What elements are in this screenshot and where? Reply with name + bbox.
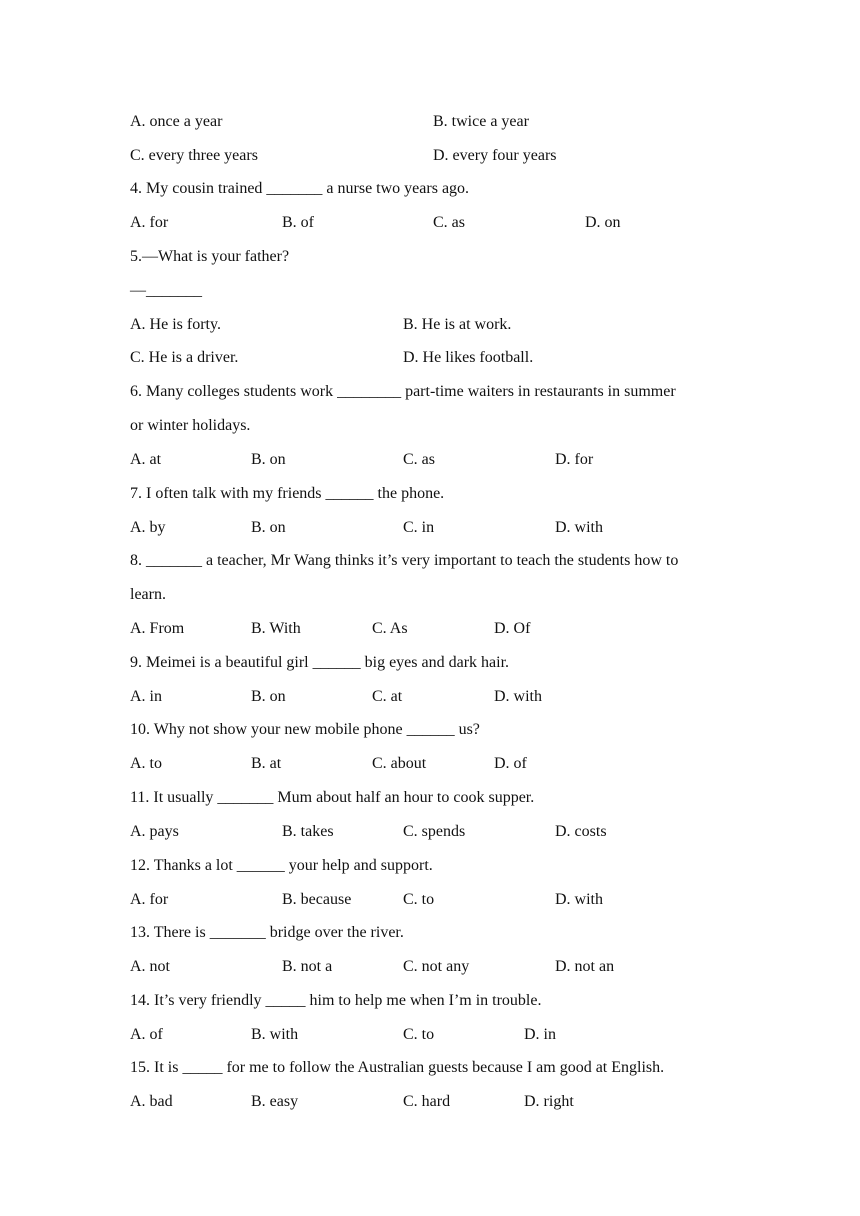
answer-option: B. on xyxy=(251,451,286,468)
answer-option: C. spends xyxy=(403,823,466,840)
answer-option: B. He is at work. xyxy=(403,316,512,333)
question-text: 6. Many colleges students work ________ part-time waiters in restaurants in summer xyxy=(130,383,676,400)
answer-option: B. of xyxy=(282,214,314,231)
question-text: 7. I often talk with my friends ______ the phone. xyxy=(130,485,445,502)
answer-option: A. for xyxy=(130,891,169,908)
answer-option: D. Of xyxy=(494,620,531,637)
answer-option: D. with xyxy=(555,519,603,536)
question-text: 13. There is _______ bridge over the river. xyxy=(130,924,404,941)
answer-option: B. on xyxy=(251,688,286,705)
answer-option: C. every three years xyxy=(130,147,258,164)
question-text: 12. Thanks a lot ______ your help and support. xyxy=(130,857,433,874)
answer-option: D. every four years xyxy=(433,147,557,164)
answer-option: C. at xyxy=(372,688,403,705)
question-text: 9. Meimei is a beautiful girl ______ big eyes and dark hair. xyxy=(130,654,510,671)
answer-option: A. in xyxy=(130,688,162,705)
answer-option: B. With xyxy=(251,620,301,637)
answer-option: B. on xyxy=(251,519,286,536)
answer-option: C. as xyxy=(403,451,435,468)
answer-option: D. with xyxy=(555,891,603,908)
answer-option: C. about xyxy=(372,755,427,772)
answer-option: A. to xyxy=(130,755,162,772)
question-text: 10. Why not show your new mobile phone ______ us? xyxy=(130,721,480,738)
question-text: 15. It is _____ for me to follow the Australian guests because I am good at English. xyxy=(130,1059,665,1076)
answer-option: A. pays xyxy=(130,823,179,840)
answer-option: C. As xyxy=(372,620,408,637)
answer-option: A. He is forty. xyxy=(130,316,221,333)
answer-option: D. not an xyxy=(555,958,615,975)
answer-option: C. as xyxy=(433,214,465,231)
answer-option: B. because xyxy=(282,891,352,908)
answer-option: C. hard xyxy=(403,1093,451,1110)
answer-option: B. not a xyxy=(282,958,333,975)
question-text: 4. My cousin trained _______ a nurse two years ago. xyxy=(130,180,470,197)
answer-option: A. by xyxy=(130,519,166,536)
answer-option: C. not any xyxy=(403,958,470,975)
answer-option: C. in xyxy=(403,519,435,536)
question-text: or winter holidays. xyxy=(130,417,251,434)
answer-option: A. at xyxy=(130,451,162,468)
question-text: 8. _______ a teacher, Mr Wang thinks it’s very important to teach the students how to xyxy=(130,552,679,569)
answer-option: D. in xyxy=(524,1026,556,1043)
answer-option: D. right xyxy=(524,1093,574,1110)
answer-option: B. easy xyxy=(251,1093,299,1110)
answer-option: A. From xyxy=(130,620,185,637)
question-text: learn. xyxy=(130,586,166,603)
answer-option: A. for xyxy=(130,214,169,231)
answer-option: B. twice a year xyxy=(433,113,529,130)
answer-option: A. of xyxy=(130,1026,163,1043)
answer-option: B. at xyxy=(251,755,282,772)
answer-option: D. He likes football. xyxy=(403,349,534,366)
answer-option: A. not xyxy=(130,958,170,975)
answer-option: D. for xyxy=(555,451,594,468)
answer-option: C. He is a driver. xyxy=(130,349,239,366)
question-text: 5.—What is your father? xyxy=(130,248,290,265)
answer-option: D. with xyxy=(494,688,542,705)
question-text: 14. It’s very friendly _____ him to help me when I’m in trouble. xyxy=(130,992,542,1009)
answer-option: D. of xyxy=(494,755,527,772)
answer-option: D. on xyxy=(585,214,621,231)
answer-blank-line: —_______ xyxy=(130,282,202,299)
answer-option: C. to xyxy=(403,891,435,908)
answer-option: C. to xyxy=(403,1026,435,1043)
answer-option: B. with xyxy=(251,1026,299,1043)
answer-option: D. costs xyxy=(555,823,607,840)
question-text: 11. It usually _______ Mum about half an hour to cook supper. xyxy=(130,789,535,806)
answer-option: A. once a year xyxy=(130,113,223,130)
answer-option: A. bad xyxy=(130,1093,173,1110)
answer-option: B. takes xyxy=(282,823,334,840)
